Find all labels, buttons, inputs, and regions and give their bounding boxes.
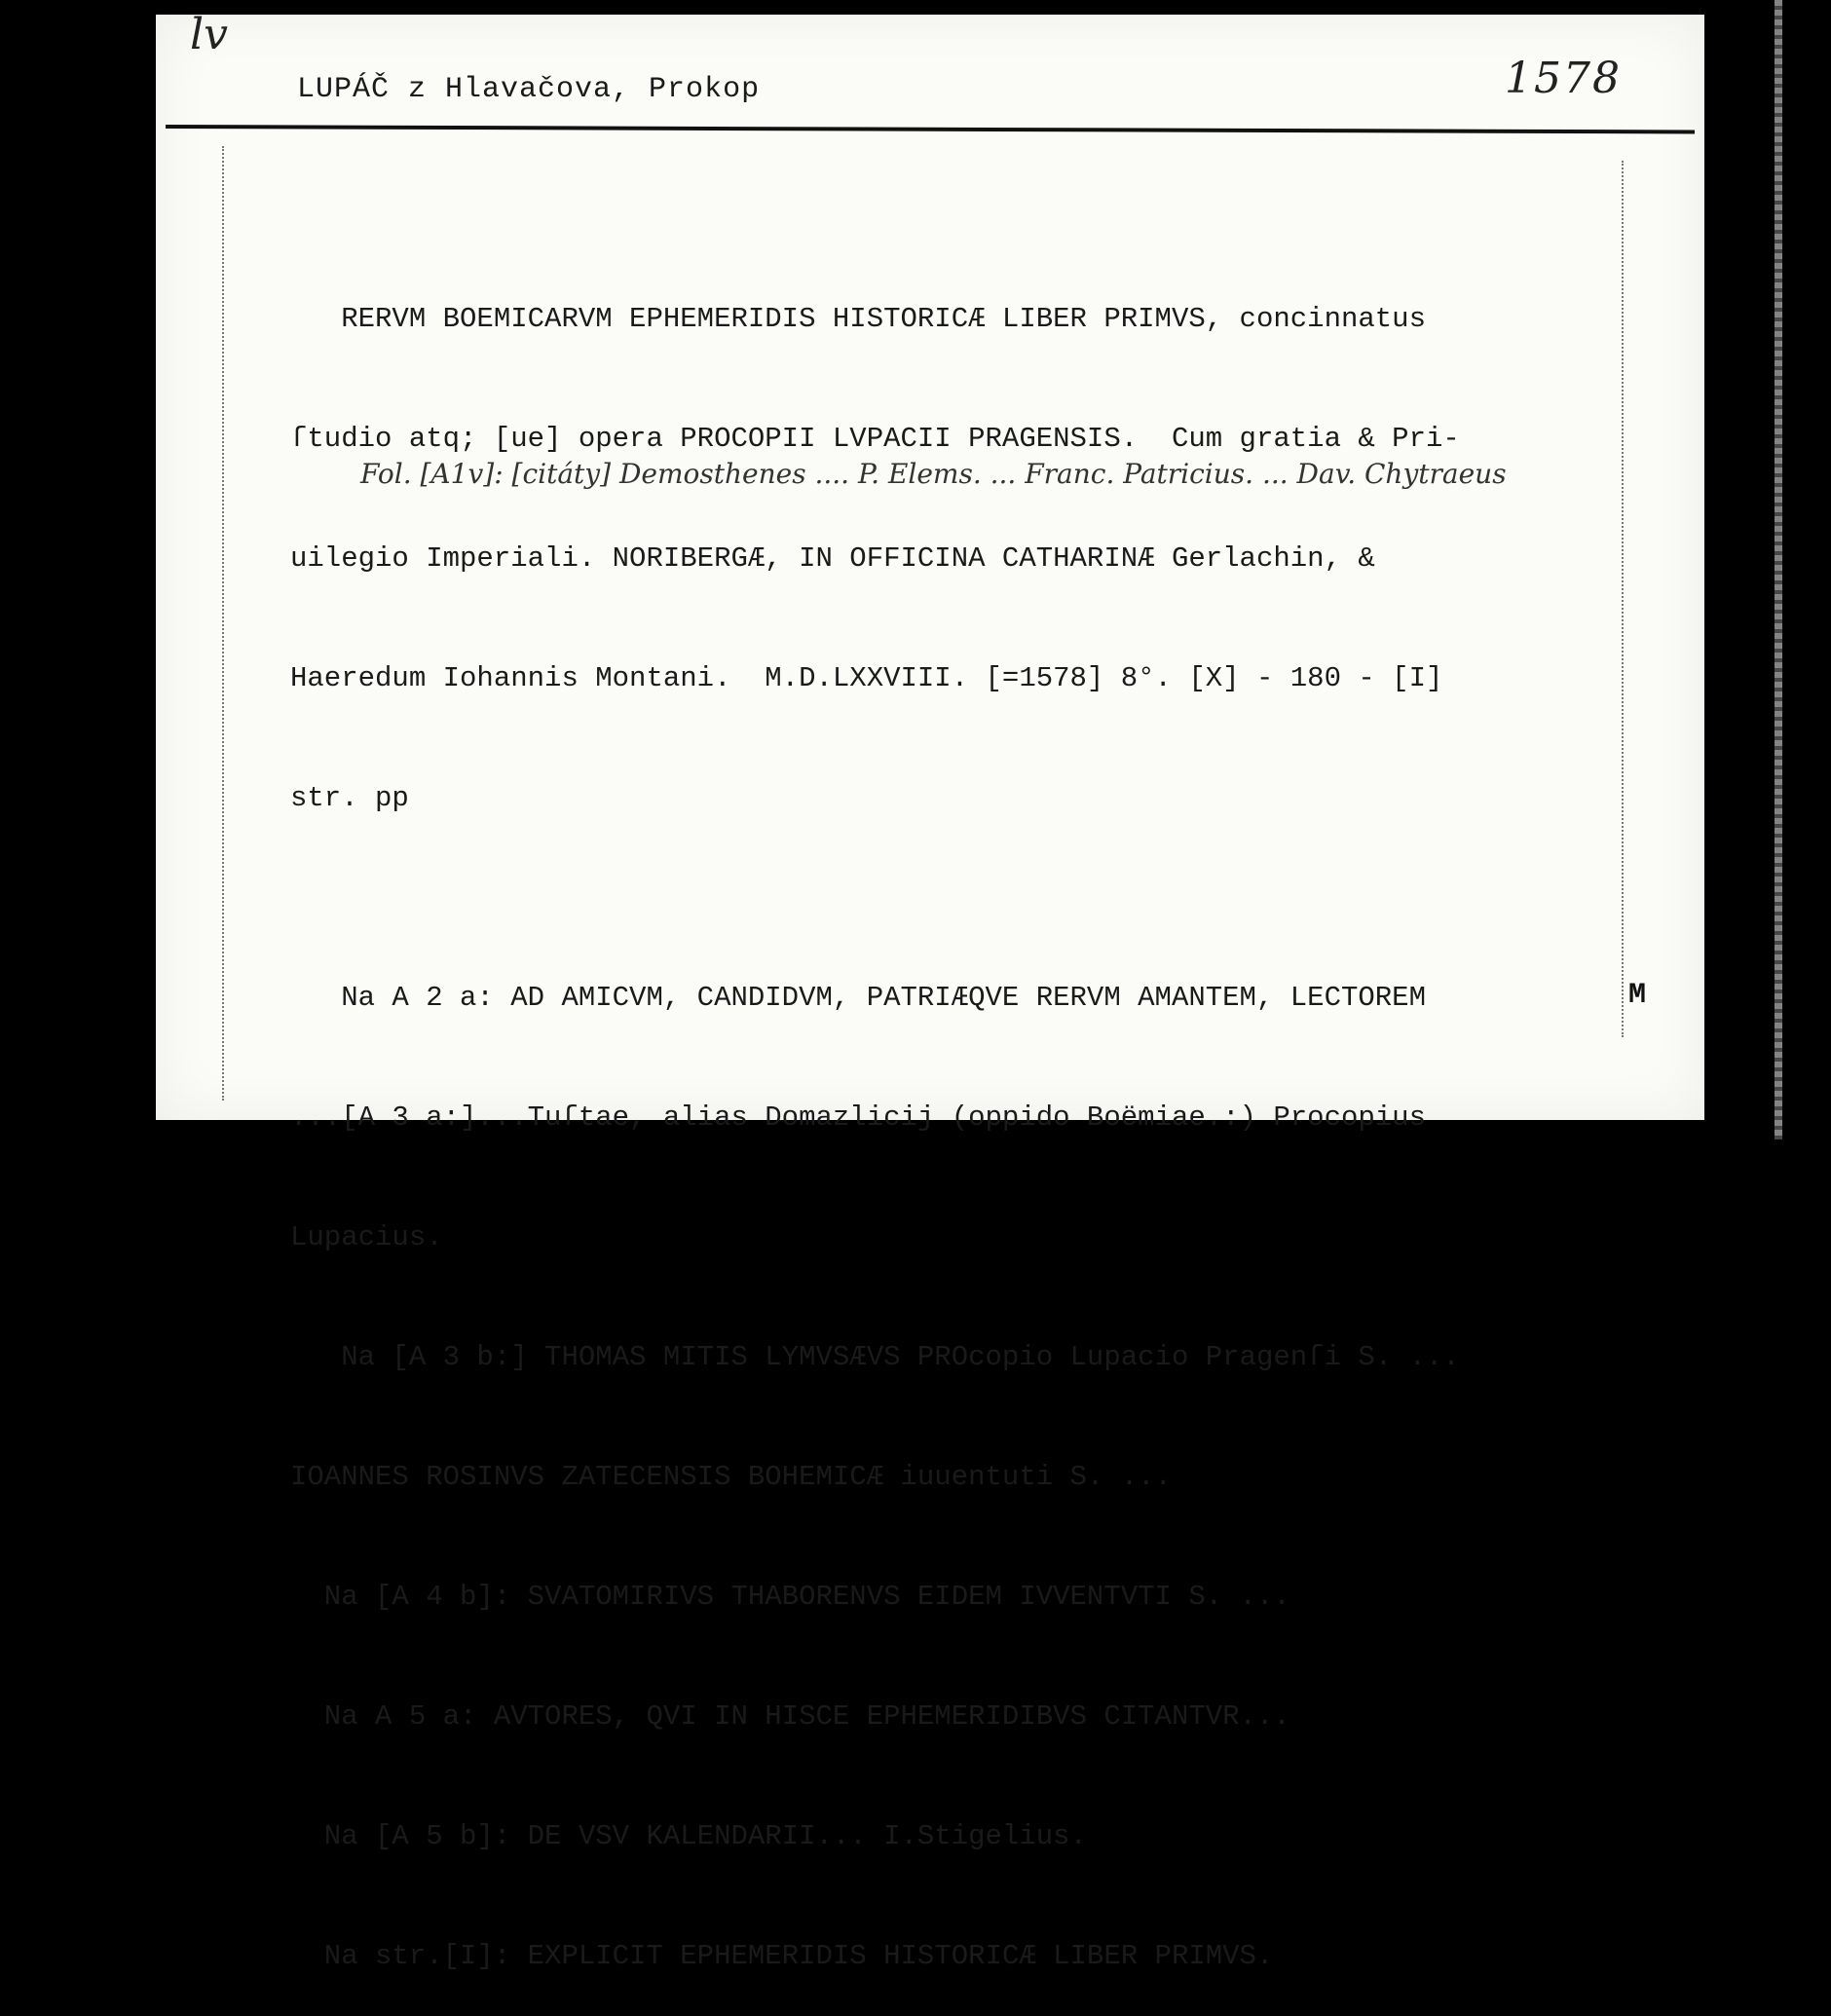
description-line: Na [A 3 b:] THOMAS MITIS LYMVSÆVS PROcopio Lupacio Pragenſi S. ... bbox=[290, 1341, 1460, 1373]
scan-edge-strip bbox=[1775, 0, 1782, 1139]
description-line: uilegio Imperiali. NORIBERGÆ, IN OFFICINA CATHARINÆ Gerlachin, & bbox=[290, 542, 1375, 575]
description-line: Na [A 5 b]: DE VSV KALENDARII... I.Stigelius. bbox=[290, 1820, 1087, 1852]
description-line: RERVM BOEMICARVM EPHEMERIDIS HISTORICÆ LIBER PRIMVS, concinnatus bbox=[290, 303, 1426, 335]
description-line: Haeredum Iohannis Montani. M.D.LXXVIII. [=1578] 8°. [X] - 180 - [I] bbox=[290, 662, 1443, 694]
description-line: Na [A 4 b]: SVATOMIRIVS THABORENVS EIDEM IVVENTVTI S. ... bbox=[290, 1581, 1290, 1613]
description-line: Lupacius. bbox=[290, 1221, 443, 1253]
description-line: Na str.[I]: EXPLICIT EPHEMERIDIS HISTORICÆ LIBER PRIMVS. bbox=[290, 1940, 1274, 1972]
handwritten-corner-mark: lv bbox=[190, 10, 228, 59]
handwritten-folio-note: Fol. [A1v]: [citáty] Demosthenes .... P. Elems. ... Franc. Patricius. ... Dav. Chytraeus bbox=[360, 458, 1507, 490]
left-margin-rule bbox=[222, 146, 224, 1101]
description-line: IOANNES ROSINVS ZATECENSIS BOHEMICÆ iuuentuti S. ... bbox=[290, 1461, 1172, 1493]
description-line: Na A 5 a: AVTORES, QVI IN HISCE EPHEMERIDIBVS CITANTVR... bbox=[290, 1700, 1290, 1733]
description-line: ſtudio atq; [ue] opera PROCOPII LVPACII PRAGENSIS. Cum gratia & Pri- bbox=[290, 423, 1460, 455]
m-stamp: M bbox=[1628, 979, 1647, 1012]
author-heading: LUPÁČ z Hlavačova, Prokop bbox=[297, 73, 761, 106]
description-line: ...[A 3 a:]...Tuſtae, alias Domazlicij (oppido Boëmiae.:) Procopius bbox=[290, 1101, 1426, 1134]
description-line: Na A 2 a: AD AMICVM, CANDIDVM, PATRIÆQVE RERVM AMANTEM, LECTOREM bbox=[290, 982, 1426, 1014]
handwritten-year: 1578 bbox=[1505, 54, 1622, 103]
description-line: str. pp bbox=[290, 782, 409, 814]
